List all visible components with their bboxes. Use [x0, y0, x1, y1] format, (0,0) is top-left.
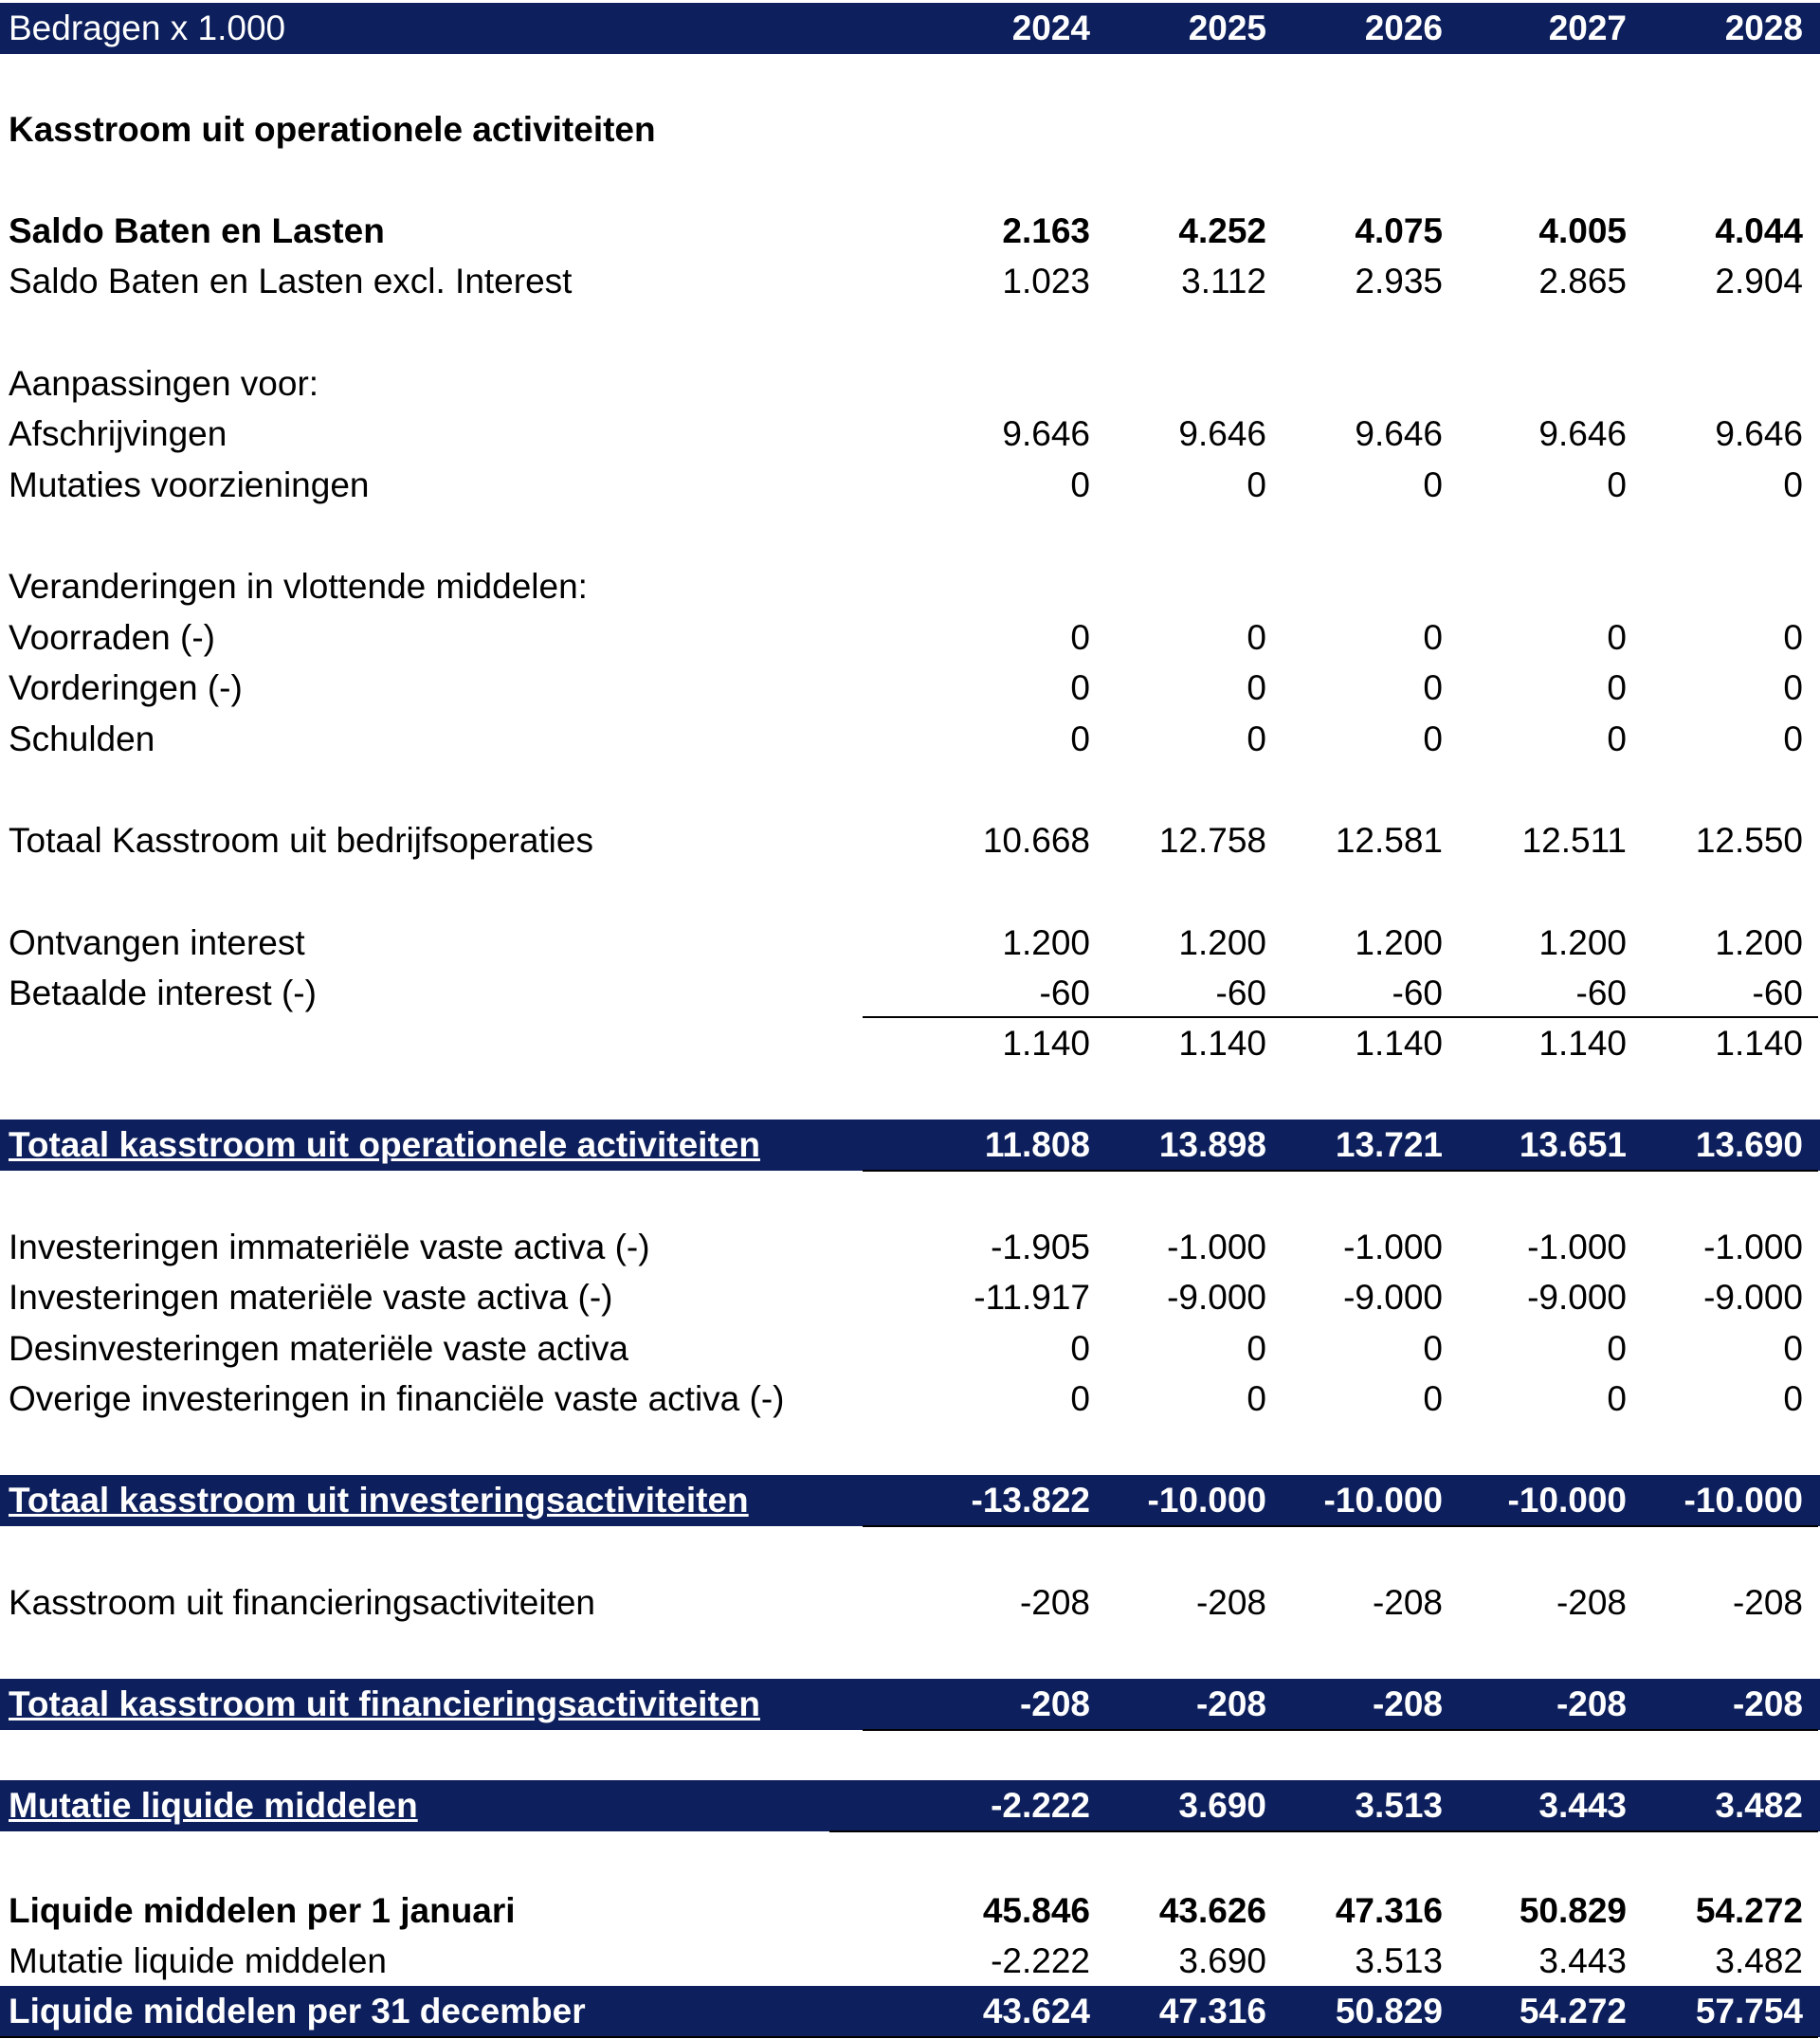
cell-2028: 1.140 — [1715, 1024, 1803, 1063]
cell-2025: 0 — [1247, 1379, 1266, 1418]
row-voorraden — [0, 612, 1820, 664]
row-totaal-bedrijf — [0, 815, 1820, 866]
cell-2024: 43.624 — [982, 1992, 1090, 2030]
cell-2026: 3.513 — [1355, 1786, 1443, 1825]
cell-2025: 13.898 — [1158, 1125, 1266, 1164]
cell-2028: 0 — [1783, 1329, 1803, 1368]
cell-2024: 0 — [1070, 668, 1090, 707]
cell-2025: 1.200 — [1178, 923, 1266, 962]
row-label: Vorderingen (-) — [9, 668, 243, 707]
cell-2026: 2.935 — [1355, 262, 1443, 300]
cell-2027: -9.000 — [1527, 1278, 1627, 1317]
row-liquide-jan — [0, 1885, 1820, 1937]
cell-2025: 3.690 — [1178, 1941, 1266, 1980]
cell-2024: -11.917 — [974, 1278, 1090, 1317]
cell-2026: -208 — [1372, 1684, 1443, 1723]
row-label: Totaal kasstroom uit financieringsactiviteiten — [9, 1684, 760, 1723]
cell-2024: 0 — [1070, 1379, 1090, 1418]
cell-2028: -208 — [1732, 1583, 1803, 1622]
cell-2026: 0 — [1423, 719, 1443, 758]
cell-2027: 0 — [1607, 1329, 1627, 1368]
row-saldo — [0, 206, 1820, 257]
cell-2026: 12.581 — [1335, 821, 1443, 860]
cell-2025: -10.000 — [1147, 1481, 1266, 1520]
cell-2027: 4.005 — [1538, 211, 1627, 250]
cell-2028: 3.482 — [1715, 1941, 1803, 1980]
cell-2025: 3.112 — [1181, 262, 1266, 300]
cell-2028: 13.690 — [1695, 1125, 1803, 1164]
row-veranderingen — [0, 561, 1820, 612]
cell-2025: 0 — [1247, 618, 1266, 657]
cell-2026: 3.513 — [1355, 1941, 1443, 1980]
cell-2025: 4.252 — [1178, 211, 1266, 250]
cell-2024: -1.905 — [991, 1228, 1090, 1266]
row-overige-inv — [0, 1374, 1820, 1425]
cell-2025: -60 — [1215, 974, 1266, 1012]
cell-2026: 0 — [1423, 668, 1443, 707]
row-label: Totaal kasstroom uit investeringsactiviteiten — [9, 1481, 749, 1520]
year-2027: 2027 — [1548, 9, 1627, 47]
cell-2026: 47.316 — [1335, 1891, 1443, 1930]
row-label: Saldo Baten en Lasten — [9, 211, 385, 250]
cell-2025: -1.000 — [1167, 1228, 1266, 1266]
cell-2028: 0 — [1783, 618, 1803, 657]
row-label: Liquide middelen per 31 december — [9, 1992, 586, 2030]
subtotal-rule — [863, 1016, 1818, 1018]
row-saldo-excl — [0, 256, 1820, 307]
row-vorderingen — [0, 663, 1820, 714]
row-afschrijvingen — [0, 409, 1820, 460]
total-investment-rule — [863, 1525, 1818, 1527]
cell-2026: -1.000 — [1343, 1228, 1443, 1266]
cell-2027: 3.443 — [1538, 1941, 1627, 1980]
row-schulden — [0, 714, 1820, 765]
row-label: Saldo Baten en Lasten excl. Interest — [9, 262, 573, 300]
row-liquide-dec — [0, 1986, 1820, 2037]
cell-2028: 2.904 — [1715, 262, 1803, 300]
cell-2024: -2.222 — [991, 1941, 1090, 1980]
total-operational-rule — [863, 1170, 1818, 1172]
cell-2026: 1.200 — [1355, 923, 1443, 962]
cell-2027: -10.000 — [1507, 1481, 1627, 1520]
cell-2025: 47.316 — [1158, 1992, 1266, 2030]
cell-2028: -60 — [1752, 974, 1803, 1012]
cell-2027: -1.000 — [1527, 1228, 1627, 1266]
row-label: Desinvesteringen materiële vaste activa — [9, 1329, 628, 1368]
cell-2027: 0 — [1607, 719, 1627, 758]
cell-2028: -208 — [1732, 1684, 1803, 1723]
cell-2026: 4.075 — [1355, 211, 1443, 250]
cell-2027: 13.651 — [1519, 1125, 1627, 1164]
cell-2027: 9.646 — [1538, 414, 1627, 453]
cell-2025: 43.626 — [1158, 1891, 1266, 1930]
row-label: Liquide middelen per 1 januari — [9, 1891, 516, 1930]
row-label: Mutatie liquide middelen — [9, 1786, 418, 1825]
row-totaal-investering — [0, 1475, 1820, 1526]
row-label: Ontvangen interest — [9, 923, 305, 962]
cell-2024: 0 — [1070, 1329, 1090, 1368]
cell-2027: 0 — [1607, 1379, 1627, 1418]
cell-2024: 0 — [1070, 618, 1090, 657]
row-desinvesteringen — [0, 1323, 1820, 1375]
cell-2028: 0 — [1783, 668, 1803, 707]
row-mutatie — [0, 1936, 1820, 1987]
row-betaalde-interest — [0, 968, 1820, 1019]
cell-2026: 0 — [1423, 1379, 1443, 1418]
cell-2024: 1.200 — [1002, 923, 1090, 962]
cell-2025: -208 — [1195, 1684, 1266, 1723]
cell-2027: 2.865 — [1538, 262, 1627, 300]
cell-2027: 50.829 — [1519, 1891, 1627, 1930]
cell-2025: 0 — [1247, 1329, 1266, 1368]
row-label: Aanpassingen voor: — [9, 364, 319, 403]
cell-2027: 54.272 — [1519, 1992, 1627, 2030]
year-2026: 2026 — [1364, 9, 1443, 47]
cell-2027: -208 — [1556, 1684, 1627, 1723]
cell-2024: 45.846 — [982, 1891, 1090, 1930]
cell-2027: 3.443 — [1538, 1786, 1627, 1825]
cell-2028: -9.000 — [1703, 1278, 1803, 1317]
cell-2024: -13.822 — [971, 1481, 1090, 1520]
cell-2026: 1.140 — [1355, 1024, 1443, 1063]
row-label: Betaalde interest (-) — [9, 974, 317, 1012]
cell-2028: 1.200 — [1715, 923, 1803, 962]
row-label: Kasstroom uit financieringsactiviteiten — [9, 1583, 596, 1622]
bottom-rule — [0, 2036, 1818, 2038]
cell-2024: 0 — [1070, 719, 1090, 758]
row-aanpassingen — [0, 358, 1820, 410]
cell-2024: 0 — [1070, 465, 1090, 504]
cell-2024: 1.140 — [1002, 1024, 1090, 1063]
cell-2027: 1.140 — [1538, 1024, 1627, 1063]
cell-2026: 9.646 — [1355, 414, 1443, 453]
cell-2028: 4.044 — [1715, 211, 1803, 250]
cell-2024: -208 — [1019, 1583, 1090, 1622]
row-ontvangen-interest — [0, 918, 1820, 969]
row-interest-subtotal — [0, 1018, 1820, 1069]
cell-2025: 9.646 — [1178, 414, 1266, 453]
cell-2027: 0 — [1607, 465, 1627, 504]
cell-2025: 1.140 — [1178, 1024, 1266, 1063]
row-inv-materieel — [0, 1272, 1820, 1323]
cell-2028: 0 — [1783, 465, 1803, 504]
year-2028: 2028 — [1724, 9, 1803, 47]
cell-2024: -208 — [1019, 1684, 1090, 1723]
cell-2024: -2.222 — [991, 1786, 1090, 1825]
cell-2026: -10.000 — [1323, 1481, 1443, 1520]
mutation-rule — [829, 1830, 1818, 1832]
row-financiering — [0, 1577, 1820, 1629]
cell-2027: 0 — [1607, 668, 1627, 707]
cell-2028: 54.272 — [1695, 1891, 1803, 1930]
row-label: Afschrijvingen — [9, 414, 228, 453]
cell-2025: 0 — [1247, 668, 1266, 707]
row-voorzieningen — [0, 460, 1820, 511]
cell-2024: 11.808 — [984, 1125, 1090, 1164]
row-label: Totaal Kasstroom uit bedrijfsoperaties — [9, 821, 593, 860]
cell-2026: -60 — [1392, 974, 1443, 1012]
row-label: Totaal kasstroom uit operationele activiteiten — [9, 1125, 760, 1164]
cell-2025: 12.758 — [1158, 821, 1266, 860]
cell-2028: 0 — [1783, 1379, 1803, 1418]
cell-2026: 0 — [1423, 618, 1443, 657]
year-2025: 2025 — [1188, 9, 1266, 47]
table-header — [0, 3, 1820, 54]
row-ops-heading — [0, 104, 1820, 155]
cell-2025: 0 — [1247, 465, 1266, 504]
cell-2024: 10.668 — [982, 821, 1090, 860]
cell-2028: 9.646 — [1715, 414, 1803, 453]
cell-2028: -1.000 — [1703, 1228, 1803, 1266]
cell-2026: 50.829 — [1335, 1992, 1443, 2030]
cell-2027: -60 — [1575, 974, 1627, 1012]
row-label: Mutatie liquide middelen — [9, 1941, 388, 1980]
cell-2025: -9.000 — [1167, 1278, 1266, 1317]
row-label: Kasstroom uit operationele activiteiten — [9, 110, 656, 149]
cell-2028: 57.754 — [1695, 1992, 1803, 2030]
cell-2024: 9.646 — [1002, 414, 1090, 453]
cell-2027: 12.511 — [1521, 821, 1627, 860]
row-totaal-operationeel — [0, 1120, 1820, 1171]
row-totaal-financiering — [0, 1679, 1820, 1730]
cell-2024: 2.163 — [1002, 211, 1090, 250]
cell-2027: -208 — [1556, 1583, 1627, 1622]
row-label: Overige investeringen in financiële vaste activa (-) — [9, 1379, 785, 1418]
year-2024: 2024 — [1011, 9, 1090, 47]
cell-2027: 1.200 — [1538, 923, 1627, 962]
cell-2028: 3.482 — [1715, 1786, 1803, 1825]
cell-2026: -9.000 — [1343, 1278, 1443, 1317]
cell-2025: 0 — [1247, 719, 1266, 758]
total-financing-rule — [863, 1729, 1818, 1731]
row-inv-immaterieel — [0, 1222, 1820, 1273]
cell-2027: 0 — [1607, 618, 1627, 657]
row-label: Schulden — [9, 719, 155, 758]
cell-2026: 0 — [1423, 465, 1443, 504]
cell-2028: -10.000 — [1684, 1481, 1803, 1520]
cell-2028: 12.550 — [1695, 821, 1803, 860]
cell-2025: 3.690 — [1178, 1786, 1266, 1825]
row-label: Investeringen materiële vaste activa (-) — [9, 1278, 613, 1317]
cell-2026: 13.721 — [1335, 1125, 1443, 1164]
row-label: Voorraden (-) — [9, 618, 215, 657]
header-label: Bedragen x 1.000 — [9, 9, 286, 47]
cell-2026: 0 — [1423, 1329, 1443, 1368]
cell-2028: 0 — [1783, 719, 1803, 758]
cell-2024: -60 — [1039, 974, 1090, 1012]
cell-2026: -208 — [1372, 1583, 1443, 1622]
cell-2025: -208 — [1195, 1583, 1266, 1622]
row-mutatie-totaal — [0, 1780, 1820, 1831]
row-label: Veranderingen in vlottende middelen: — [9, 567, 588, 606]
cell-2024: 1.023 — [1002, 262, 1090, 300]
row-label: Mutaties voorzieningen — [9, 465, 370, 504]
row-label: Investeringen immateriële vaste activa (-) — [9, 1228, 650, 1266]
